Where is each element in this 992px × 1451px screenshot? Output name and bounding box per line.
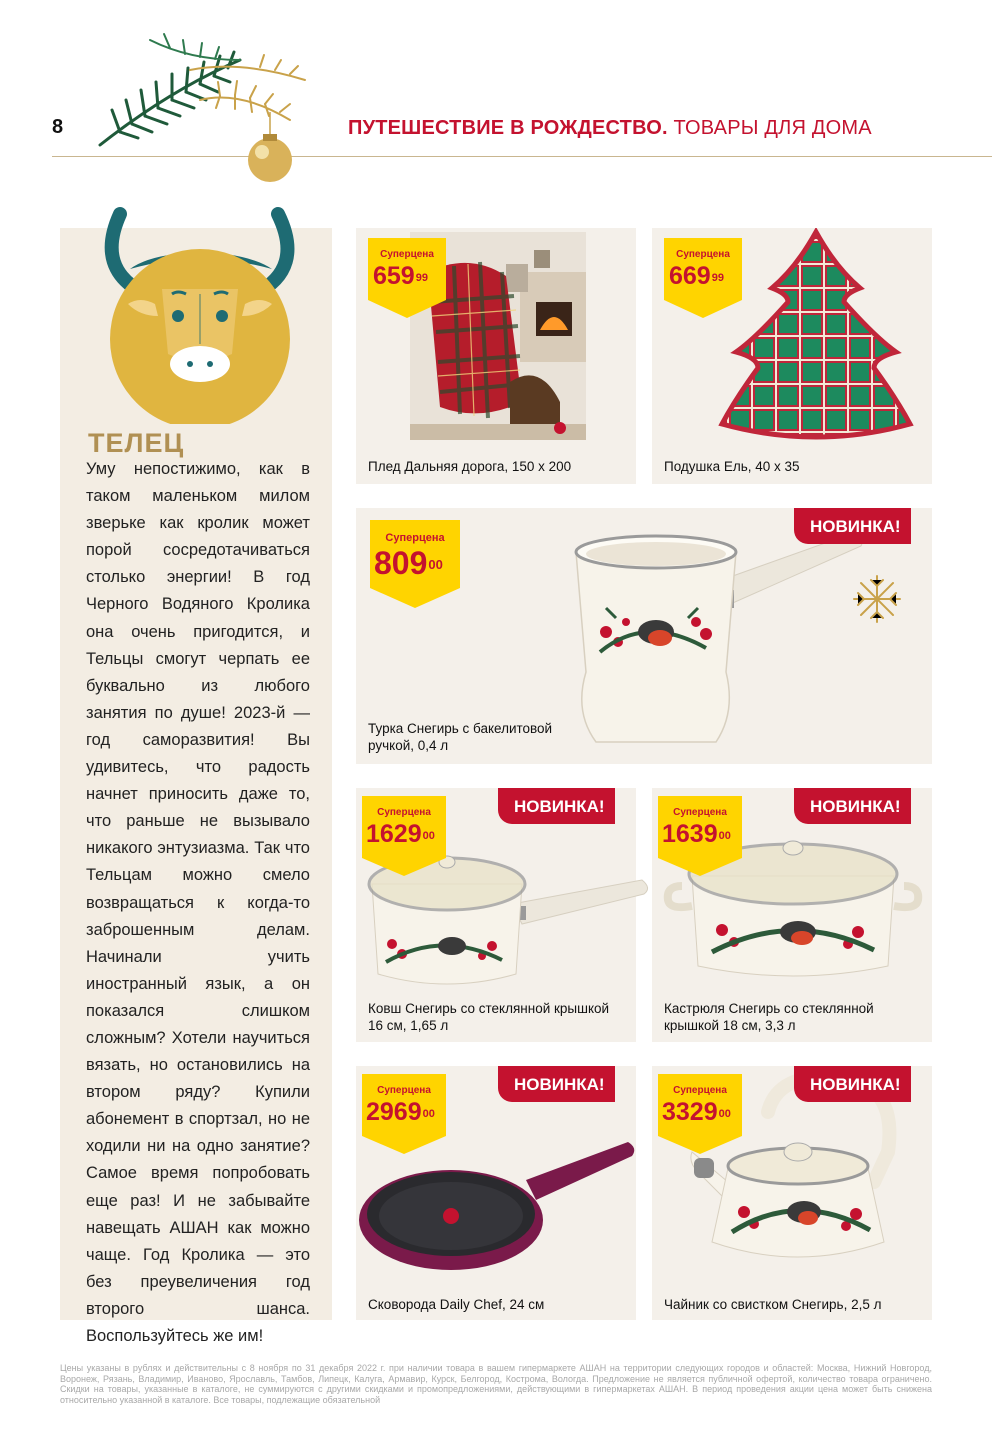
- snowflake-icon: [850, 572, 904, 626]
- new-badge: НОВИНКА!: [794, 1066, 911, 1102]
- product-card-pot[interactable]: [652, 788, 932, 1042]
- product-name-line: Ковш Снегирь со стеклянной крышкой: [368, 1001, 610, 1016]
- price-label: Суперцена: [377, 1085, 431, 1096]
- product-card-turka[interactable]: [356, 508, 932, 764]
- fir-branch-illustration: [90, 20, 330, 190]
- product-name: [368, 1000, 609, 1034]
- footer-legal-note: Цены указаны в рублях и действительны с 8 ноября по 31 декабря 2022 г. при наличии товара в вашем гипермаркете АШАН на территории следующих городов и областей: Москва, Нижний Новгород, Воронеж, Рязань, Владимир, Иваново, Ярославль, Тамбов, Липецк, Калуга, Армавир, Курск, Белгород, Кострома, Вологда. Предложение не является публичной офертой, количество товара ограничено. Скидки на товары, указанные в каталоге, не суммируются с другими скидками и промопредложениями, действующими в гипермаркетах АШАН. В период проведения акции цена может быть снижена относительно указанной в каталоге. Все товары, подлежащие обязательной: [60, 1363, 932, 1405]
- product-name-line: 16 см, 1,65 л: [368, 1018, 449, 1033]
- price-cents: 00: [718, 830, 731, 842]
- price-cents: 99: [415, 272, 428, 284]
- page-title: [348, 117, 872, 140]
- turka-image: [556, 522, 876, 762]
- price-cents: 99: [711, 272, 724, 284]
- price-badge: [368, 238, 446, 318]
- product-name-line: Кастрюля Снегирь со стеклянной: [664, 1001, 874, 1016]
- price-badge: [362, 796, 446, 876]
- product-name: Плед Дальняя дорога, 150 х 200: [368, 459, 572, 474]
- price-value: 2969$^{00}$: [366, 1098, 435, 1126]
- price-badge: [362, 1074, 446, 1154]
- price-label: Суперцена: [676, 249, 730, 260]
- price-badge: [664, 238, 742, 318]
- pillow-image: [716, 228, 916, 446]
- product-name: Чайник со свистком Снегирь, 2,5 л: [664, 1297, 882, 1312]
- page-title-section: ПУТЕШЕСТВИЕ В РОЖДЕСТВО.: [348, 117, 668, 139]
- product-name: [368, 720, 552, 754]
- product-card-pillow[interactable]: [652, 228, 932, 484]
- price-value: 1629$^{00}$: [366, 820, 435, 848]
- price-value: 3329$^{00}$: [662, 1098, 731, 1126]
- price-value: $669^{99}$: [669, 262, 724, 290]
- product-name-line: Турка Снегирь с бакелитовой: [368, 721, 553, 736]
- price-cents: 00: [422, 830, 435, 842]
- new-badge: НОВИНКА!: [498, 788, 615, 824]
- price-cents: 00: [428, 557, 443, 572]
- product-name: [664, 1000, 874, 1034]
- horoscope-text: Уму непостижимо, как в таком маленьком милом зверьке как кролик может порой сосредотачиваться столько энергии! В год Черного Водяного Кролика она очень пригодится, и Тельцы смогут черпать ее буквально из любого занятия по душе! 2023-й — год саморазвития! Вы удивитесь, что радость начнет приносить даже то, что раньше не вызывало никакого энтузиазма. Так что Тельцам можно смело возвращаться к когда-то заброшенным делам. Начинали учить иностранный язык, а он показался слишком сложным? Хотели научиться вязать, но остановились на втором ряду? Купили абонемент в спортзал, но не ходили ни на одно занятие? Самое время попробовать еще раз! И не забывайте навещать АШАН как можно чаще. Год Кролика — это без преувеличения год второго шанса. Воспользуйтесь же им!: [86, 460, 310, 1345]
- price-cents: 00: [718, 1108, 731, 1120]
- zodiac-sign-title: ТЕЛЕЦ: [88, 428, 185, 458]
- product-card-ladle[interactable]: [356, 788, 636, 1042]
- price-value: $659^{99}$: [373, 262, 428, 290]
- price-badge: [370, 520, 460, 608]
- new-badge: НОВИНКА!: [794, 508, 911, 544]
- price-label: Суперцена: [673, 1085, 727, 1096]
- price-label: Суперцена: [380, 249, 434, 260]
- page-title-category: ТОВАРЫ ДЛЯ ДОМА: [673, 117, 872, 139]
- product-name: Подушка Ель, 40 х 35: [664, 459, 800, 474]
- price-label: Суперцена: [673, 807, 727, 818]
- price-cents: 00: [422, 1108, 435, 1120]
- price-label: Суперцена: [377, 807, 431, 818]
- product-name: Сковорода Daily Chef, 24 см: [368, 1297, 545, 1312]
- product-card-kettle[interactable]: [652, 1066, 932, 1320]
- price-value: $809^{00}$: [374, 545, 443, 581]
- page-number: 8: [52, 116, 64, 138]
- taurus-icon: [100, 194, 300, 424]
- product-name-line: крышкой 18 см, 3,3 л: [664, 1018, 796, 1033]
- price-badge: [658, 1074, 742, 1154]
- product-card-frying-pan[interactable]: [356, 1066, 636, 1320]
- price-label: Суперцена: [385, 532, 445, 544]
- product-card-plaid[interactable]: [356, 228, 636, 484]
- product-name-line: ручкой, 0,4 л: [368, 738, 449, 753]
- new-badge: НОВИНКА!: [498, 1066, 615, 1102]
- price-badge: [658, 796, 742, 876]
- price-value: 1639$^{00}$: [662, 820, 731, 848]
- new-badge: НОВИНКА!: [794, 788, 911, 824]
